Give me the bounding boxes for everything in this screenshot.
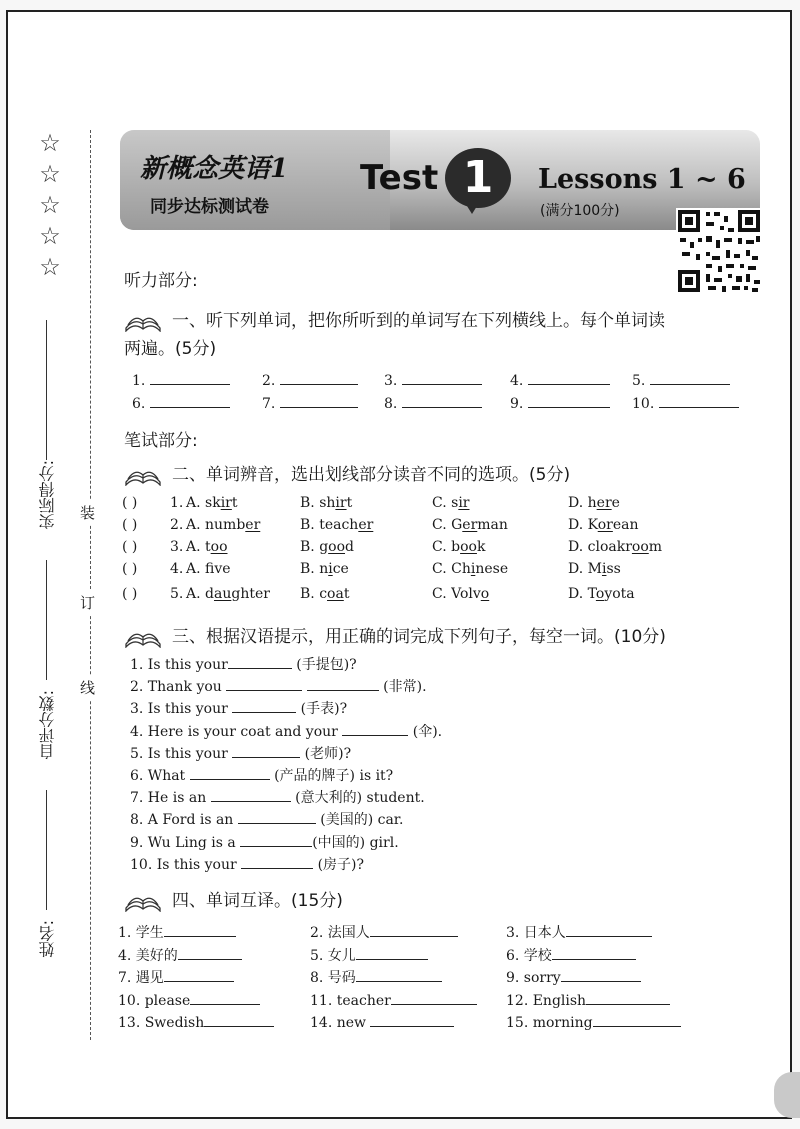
answer-blank[interactable]: [528, 370, 610, 385]
listening-item: [262, 370, 358, 389]
book-icon: [124, 464, 162, 486]
choice-bracket[interactable]: ( ): [122, 586, 138, 602]
answer-blank[interactable]: [561, 967, 641, 982]
option-a[interactable]: A. daughter: [186, 586, 270, 602]
sentence-item: 8. A Ford is an (美国的) car.: [130, 809, 403, 829]
sentence-item: 9. Wu Ling is a (中国的) girl.: [130, 832, 399, 852]
book-subtitle: 同步达标测试卷: [150, 197, 269, 217]
qr-code-icon: [676, 208, 762, 294]
answer-blank[interactable]: [307, 676, 379, 691]
translation-item: 15. morning: [506, 1012, 681, 1031]
sentence-item: 6. What (产品的牌子) is it?: [130, 765, 393, 785]
translation-item: 4. 美好的: [118, 945, 242, 965]
item-number: 1.: [132, 373, 146, 389]
option-d[interactable]: D. cloakroom: [568, 539, 663, 555]
translation-item: 14. new: [310, 1012, 454, 1031]
option-d[interactable]: D. Korean: [568, 517, 639, 533]
binding-char: 订: [80, 590, 95, 615]
listening-item: [510, 370, 610, 389]
option-b[interactable]: B. shirt: [300, 495, 353, 511]
written-heading: 笔试部分:: [124, 431, 198, 451]
answer-blank[interactable]: [178, 945, 242, 960]
choice-bracket[interactable]: ( ): [122, 561, 138, 577]
option-d[interactable]: D. here: [568, 495, 620, 511]
section-4-title: 四、单词互译。(15分): [172, 891, 343, 911]
choice-bracket[interactable]: ( ): [122, 517, 138, 533]
name-line: [46, 790, 47, 910]
option-b[interactable]: B. good: [300, 539, 354, 555]
section-3-heading: [124, 622, 666, 648]
option-a[interactable]: A. fve: [186, 561, 231, 577]
question-number: 2.: [170, 517, 184, 533]
answer-blank[interactable]: [370, 1012, 454, 1027]
full-score: (满分100分): [540, 203, 620, 219]
page-tab: [774, 1072, 800, 1118]
answer-blank[interactable]: [238, 809, 316, 824]
item-number: 2.: [262, 373, 276, 389]
option-a[interactable]: A. number: [186, 517, 261, 533]
score-self-label: 自评分数:: [38, 690, 57, 760]
binding-line: [90, 130, 91, 1040]
answer-blank[interactable]: [204, 1012, 274, 1027]
section-4-heading: [124, 886, 343, 912]
option-c[interactable]: C. Volvo: [432, 586, 490, 602]
section-1-heading: [124, 306, 665, 332]
listening-item: [262, 393, 358, 412]
translation-item: 6. 学校: [506, 945, 636, 965]
option-d[interactable]: D. Miss: [568, 561, 621, 577]
item-number: 3.: [384, 373, 398, 389]
answer-blank[interactable]: [240, 832, 312, 847]
answer-blank[interactable]: [593, 1012, 681, 1027]
section-3-title: 三、根据汉语提示，用正确的词完成下列句子，每空一词。(10分): [172, 627, 666, 647]
sentence-item: 3. Is this your (手表)?: [130, 698, 347, 718]
section-2-title: 二、单词辨音，选出划线部分读音不同的选项。(5分): [172, 465, 571, 485]
answer-blank[interactable]: [190, 990, 260, 1005]
listening-item: [632, 393, 739, 412]
listening-item: [132, 370, 230, 389]
translation-item: 13. Swedish: [118, 1012, 274, 1031]
option-b[interactable]: B. teacher: [300, 517, 374, 533]
translation-item: 2. 法国人: [310, 922, 458, 942]
question-number: 1.: [170, 495, 184, 511]
choice-bracket[interactable]: ( ): [122, 539, 138, 555]
answer-blank[interactable]: [659, 393, 739, 408]
option-a[interactable]: A. skirt: [186, 495, 238, 511]
binding-char: 线: [80, 675, 95, 700]
item-number: 5.: [632, 373, 646, 389]
translation-item: 9. sorry: [506, 967, 641, 986]
translation-item: 1. 学生: [118, 922, 236, 942]
item-number: 7.: [262, 396, 276, 412]
translation-item: 10. please: [118, 990, 260, 1009]
answer-blank[interactable]: [232, 698, 296, 713]
item-number: 10.: [632, 396, 655, 412]
book-title: 新概念英语1: [140, 154, 289, 184]
option-d[interactable]: D. Toyota: [568, 586, 635, 602]
score-self-line: [46, 560, 47, 680]
question-number: 5.: [170, 586, 184, 602]
listening-item: [384, 370, 482, 389]
sentence-item: 4. Here is your coat and your (伞).: [130, 721, 442, 741]
sentence-item: 1. Is this your (手提包)?: [130, 654, 357, 674]
answer-blank[interactable]: [232, 743, 300, 758]
listening-item: [384, 393, 482, 412]
star-icon: ☆: [39, 253, 61, 281]
option-b[interactable]: B. nice: [300, 561, 349, 577]
section-1-title: 一、听下列单词，把你所听到的单词写在下列横线上。每个单词读: [172, 311, 665, 331]
listening-item: [132, 393, 230, 412]
answer-blank[interactable]: [190, 765, 270, 780]
answer-blank[interactable]: [586, 990, 670, 1005]
score-actual-line: [46, 320, 71, 460]
answer-blank[interactable]: [391, 990, 477, 1005]
item-number: 6.: [132, 396, 146, 412]
translation-item: 12. English: [506, 990, 670, 1009]
listening-item: [632, 370, 730, 389]
option-c[interactable]: C. Chinese: [432, 561, 509, 577]
test-label: Test: [360, 158, 439, 198]
answer-blank[interactable]: [356, 945, 428, 960]
answer-blank[interactable]: [150, 393, 230, 408]
translation-item: 3. 日本人: [506, 922, 652, 942]
answer-blank[interactable]: [164, 967, 234, 982]
answer-blank[interactable]: [402, 393, 482, 408]
sentence-item: 10. Is this your (房子)?: [130, 854, 364, 874]
test-number-bubble: 1: [445, 148, 511, 208]
item-number: 8.: [384, 396, 398, 412]
listening-heading: 听力部分:: [124, 271, 198, 291]
answer-blank[interactable]: [226, 676, 302, 691]
answer-blank[interactable]: [280, 393, 358, 408]
book-icon: [124, 626, 162, 648]
answer-blank[interactable]: [280, 370, 358, 385]
answer-blank[interactable]: [164, 922, 236, 937]
book-icon: [124, 890, 162, 912]
answer-blank[interactable]: [211, 787, 291, 802]
book-icon: [124, 310, 162, 332]
answer-blank[interactable]: [356, 967, 442, 982]
star-icon: ☆: [39, 191, 61, 219]
item-number: 4.: [510, 373, 524, 389]
item-number: 9.: [510, 396, 524, 412]
translation-item: 7. 遇见: [118, 967, 234, 987]
binding-char: 装: [80, 500, 95, 525]
rating-stars: [36, 128, 64, 283]
name-label: 姓名:: [38, 920, 57, 958]
star-icon: ☆: [39, 129, 61, 157]
answer-blank[interactable]: [402, 370, 482, 385]
answer-blank[interactable]: [528, 393, 610, 408]
translation-item: 11. teacher: [310, 990, 477, 1009]
option-c[interactable]: C. sir: [432, 495, 470, 511]
section-2-heading: [124, 460, 570, 486]
question-number: 4.: [170, 561, 184, 577]
option-b[interactable]: B. coat: [300, 586, 350, 602]
sentence-item: 5. Is this your (老师)?: [130, 743, 351, 763]
answer-blank[interactable]: [150, 370, 230, 385]
sentence-item: 7. He is an (意大利的) student.: [130, 787, 425, 807]
star-icon: ☆: [39, 222, 61, 250]
choice-bracket[interactable]: ( ): [122, 495, 138, 511]
answer-blank[interactable]: [241, 854, 313, 869]
answer-blank[interactable]: [552, 945, 636, 960]
option-c[interactable]: C. German: [432, 517, 508, 533]
listening-item: [510, 393, 610, 412]
score-actual-label: 实际得分:: [38, 460, 57, 530]
option-c[interactable]: C. book: [432, 539, 486, 555]
title-banner: [120, 130, 760, 230]
lessons-range: Lessons 1 ~ 6: [538, 164, 746, 195]
star-icon: ☆: [39, 160, 61, 188]
answer-blank[interactable]: [228, 654, 292, 669]
translation-item: 8. 号码: [310, 967, 442, 987]
option-a[interactable]: A. too: [186, 539, 228, 555]
answer-blank[interactable]: [342, 721, 408, 736]
sentence-item: 2. Thank you (非常).: [130, 676, 427, 696]
answer-blank[interactable]: [650, 370, 730, 385]
question-number: 3.: [170, 539, 184, 555]
answer-blank[interactable]: [370, 922, 458, 937]
translation-item: 5. 女儿: [310, 945, 428, 965]
answer-blank[interactable]: [566, 922, 652, 937]
section-1-title-cont: 两遍。(5分): [124, 339, 217, 359]
